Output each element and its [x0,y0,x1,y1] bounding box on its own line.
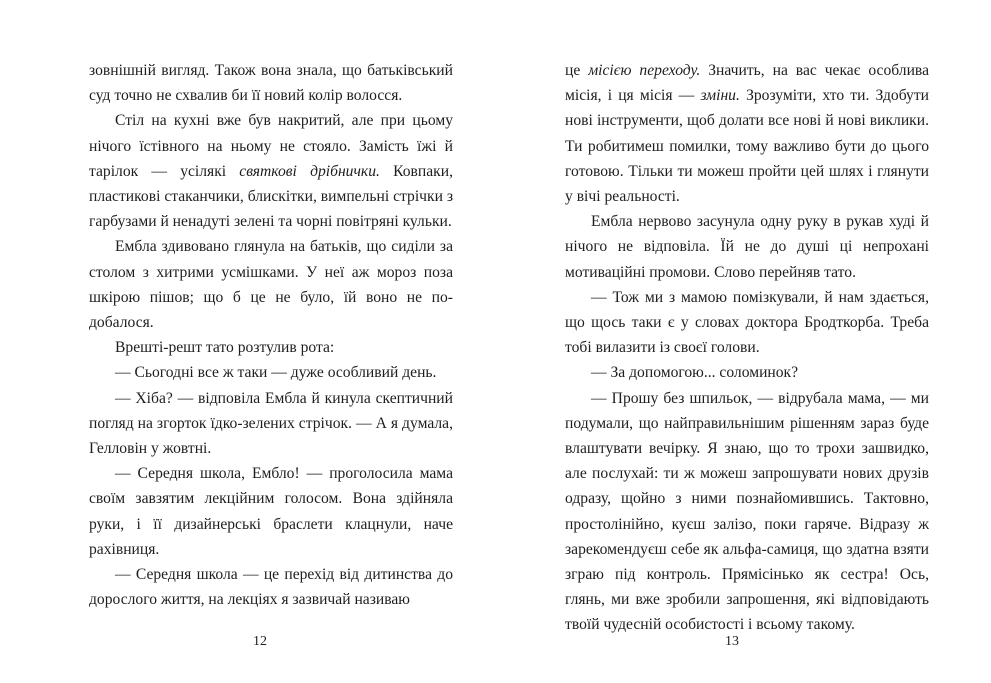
text-run: Значить, на вас чекає особлива місія, і ця місія — [565,62,929,105]
paragraph [565,285,929,361]
paragraph [89,461,453,562]
paragraph [89,108,453,234]
text-run: це [565,62,589,79]
left-page-number: 12 [253,634,267,649]
text-run: Зрозуміти, хто ти. Здобути нові інструменти, щоб долати все нові й нові виклики. Ти робитимеш помилки, тому важливо бути до цього готовою. Тільки ти можеш пройти цей шлях і глянути у вічі реальності. [565,87,929,206]
paragraph [565,209,929,285]
text-run: — Хіба? — відповіла Ембла й кинула скептичний погляд на згорток їдко-зелених стрічок. — А я думала, Гелловін у жовтні. [89,389,453,458]
text-run: — Середня школа — це перехід від дитинства до дорослого життя, на лекціях я зазвичай називаю [89,566,453,609]
paragraph [89,562,453,612]
text-run: зовнішній вигляд. Також вона знала, що батьківський суд точно не схвалив би її новий колір волосся. [89,62,453,105]
left-page-text [89,58,453,612]
right-page-text [565,58,929,638]
paragraph [89,58,453,108]
text-run: — Середня школа, Ембло! — проголосила мама своїм завзятим лекційним голосом. Вона здійняла руки, і її дизайнерські браслети клацнули, наче рахівниця. [89,465,453,558]
text-run: Стіл на кухні вже був накритий, але при цьому нічого їстівного на ньому не стояло. Замість їжі й тарілок — усілякі [89,112,453,180]
text-run: — Сьогодні все ж таки — дуже особливий день. [115,364,437,382]
paragraph [565,360,929,385]
text-run: — За допомогою... соломинок? [591,364,799,382]
text-run: — Прошу без шпильок, — відрубала мама, — ми подумали, що найправильнішим рішенням зараз буде влаштувати вечірку. Я знаю, що то трохи зашвидко, але послухай: ти ж можеш запрошувати нових друзів одразу, щойно з ними познайомившись. Тактовно, простолінійно, куєш залізо, поки гаряче. Відразу ж зарекомендуєш себе як альфа-самиця, що здатна взяти зграю під контроль. Прямісінько як сестра! Ось, глянь, ми вже зробили запрошення, які відповідають твоїй чудесній особистості і всьому такому. [565,389,929,634]
text-run: Ембла здивовано глянула на батьків, що сиділи за столом з хитрими усмішками. У неї аж мороз поза шкірою пішов; що б це не було, їй воно не подобалося. [89,238,453,332]
text-run: Ковпаки, пластикові стаканчики, блискітки, вимпельні стрічки з гарбузами й ненадуті зелені та чорні повітряні кульки. [89,162,453,231]
paragraph [89,335,453,360]
text-run: — Тож ми з мамою помізкували, й нам здається, що щось таки є у словах доктора Бродткорба. Треба тобі вилазити із своєї голови. [565,288,929,357]
text-run: Врешті-решт тато розтулив рота: [115,339,335,357]
paragraph [89,360,453,385]
paragraph [565,386,929,638]
right-page-number: 13 [725,634,739,649]
paragraph [89,234,453,335]
text-run: Ембла нервово засунула одну руку в рукав худі й нічого не відповіла. Їй не до душі ці непрохані мотиваційні промови. Слово перейняв тато. [565,213,929,281]
italic-text: зміни. [700,87,740,105]
paragraph [89,386,453,462]
italic-text: місією переходу. [588,62,701,79]
paragraph [565,58,929,209]
italic-text: святкові дрібнички. [239,162,380,180]
